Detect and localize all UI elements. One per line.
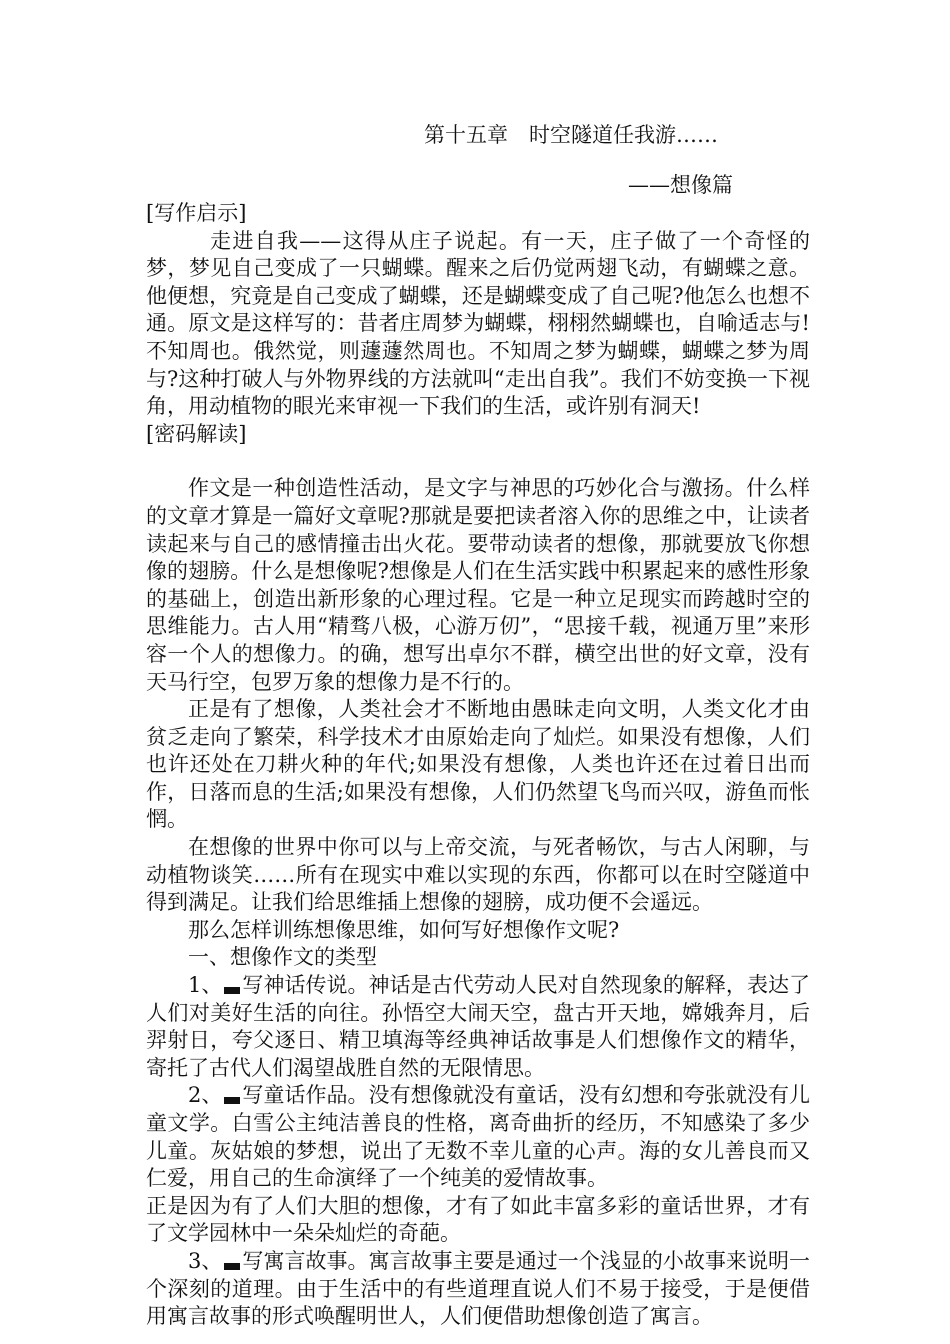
chapter-subtitle: ——想像篇 [628, 173, 733, 197]
list-item-text: 写童话作品。没有想像就没有童话，没有幻想和夸张就没有儿童文学。白雪公主纯洁善良的性格，离奇曲折的经历，不知感染了多少儿童。灰姑娘的梦想，说出了无数不幸儿童的心声。海的女儿善良而又仁爱，用自己的生命演绎了一个纯美的爱情故事。 [146, 1083, 810, 1191]
list-item-number: 2、 [188, 1083, 223, 1108]
section-heading-types: 一、想像作文的类型 [188, 945, 377, 970]
bullet-mark-icon [224, 1263, 240, 1270]
body-paragraph-2: 正是有了想像，人类社会才不断地由愚昧走向文明，人类文化才由贫乏走向了繁荣，科学技术才由原始走向了灿烂。如果没有想像，人们也许还处在刀耕火种的年代;如果没有想像，人类也许还在过着日出而作，日落而息的生活;如果没有想像，人们仍然望飞鸟而兴叹，游鱼而怅惘。 [146, 697, 810, 832]
list-item-fable [146, 1248, 810, 1331]
chapter-title: 第十五章 时空隧道任我游…… [424, 123, 718, 147]
bullet-mark-icon [224, 1097, 240, 1104]
list-item-number: 1、 [188, 973, 223, 998]
list-item-fairy-tale [146, 1082, 810, 1192]
hint-paragraph: 走进自我——这得从庄子说起。有一天，庄子做了一个奇怪的梦，梦见自己变成了一只蝴蝶。醒来之后仍觉两翅飞动，有蝴蝶之意。他便想，究竟是自己变成了蝴蝶，还是蝴蝶变成了自己呢?他怎么也想不通。原文是这样写的：昔者庄周梦为蝴蝶，栩栩然蝴蝶也，自喻适志与!不知周也。俄然觉，则蘧蘧然周也。不知周之梦为蝴蝶，蝴蝶之梦为周与?这种打破人与外物界线的方法就叫“走出自我”。我们不妨变换一下视角，用动植物的眼光来审视一下我们的生活，或许别有洞天! [146, 228, 810, 419]
document-page [146, 122, 810, 1331]
list-item-text: 写神话传说。神话是古代劳动人民对自然现象的解释，表达了人们对美好生活的向往。孙悟空大闹天空，盘古开天地，嫦娥奔月，后羿射日，夸父逐日、精卫填海等经典神话故事是人们想像作文的精华，寄托了古代人们渴望战胜自然的无限情思。 [146, 973, 810, 1080]
list-item-text: 写寓言故事。寓言故事主要是通过一个浅显的小故事来说明一个深刻的道理。由于生活中的有些道理直说人们不易于接受，于是便借用寓言故事的形式唤醒明世人，人们便借助想像创造了寓言。 [146, 1248, 810, 1329]
list-item-myth [146, 972, 810, 1082]
fairy-tale-followup: 正是因为有了人们大胆的想像，才有了如此丰富多彩的童话世界，才有了文学园林中一朵朵灿烂的奇葩。 [146, 1193, 810, 1246]
spacer [146, 448, 810, 475]
body-paragraph-4: 那么怎样训练想像思维，如何写好想像作文呢? [188, 917, 620, 942]
section-heading-decode: [密码解读] [146, 421, 247, 446]
section-heading-writing-hint: [写作启示] [146, 201, 247, 225]
body-paragraph-1: 作文是一种创造性活动，是文字与神思的巧妙化合与激扬。什么样的文章才算是一篇好文章呢?那就是要把读者溶入你的思维之中，让读者读起来与自己的感情撞击出火花。要带动读者的想像，那就要放飞你想像的翅膀。什么是想像呢?想像是人们在生活实践中积累起来的感性形象的基础上，创造出新形象的心理过程。它是一种立足现实而跨越时空的思维能力。古人用“精骛八极，心游万仞”，“思接千载，视通万里”来形容一个人的想像力。的确，想写出卓尔不群，横空出世的好文章，没有天马行空，包罗万象的想像力是不行的。 [146, 476, 810, 694]
body-paragraph-3: 在想像的世界中你可以与上帝交流，与死者畅饮，与古人闲聊，与动植物谈笑……所有在现实中难以实现的东西，你都可以在时空隧道中得到满足。让我们给思维插上想像的翅膀，成功便不会遥远。 [146, 835, 810, 915]
list-item-number: 3、 [188, 1248, 223, 1273]
bullet-mark-icon [224, 987, 240, 994]
